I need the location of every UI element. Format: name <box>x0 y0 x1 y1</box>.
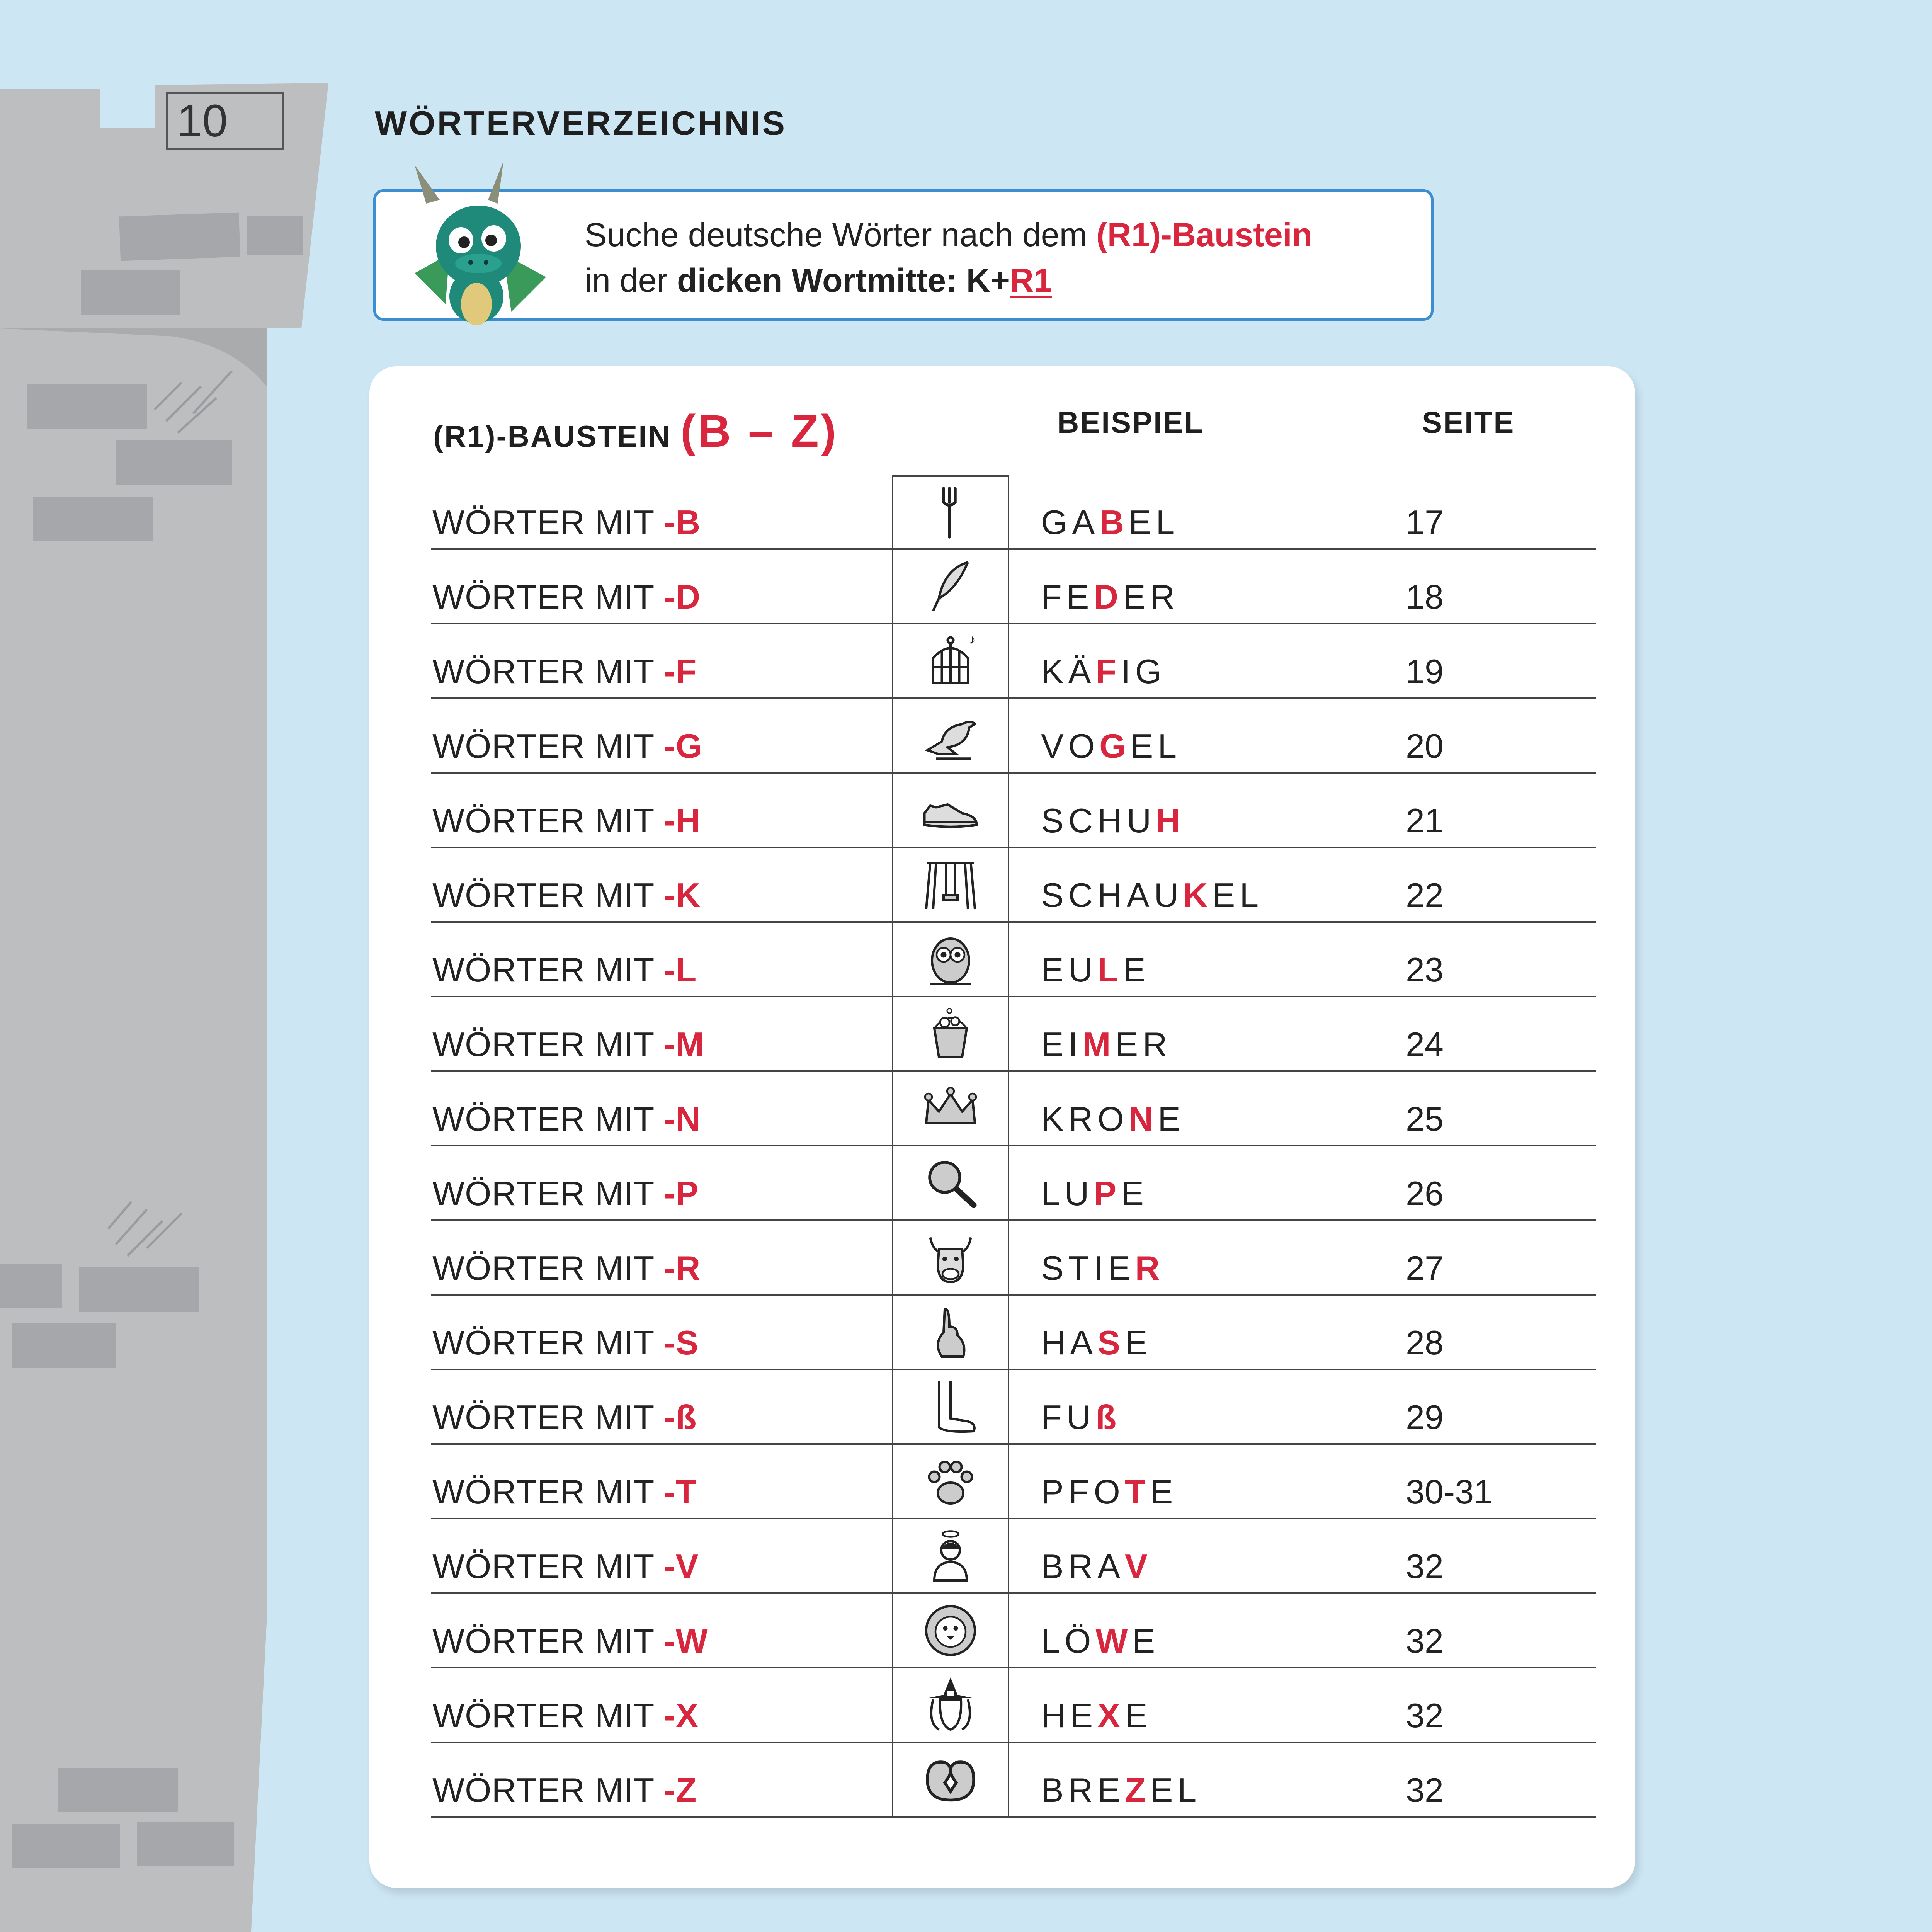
word-index-card <box>369 366 1635 1888</box>
example-word: SCHUH <box>1041 801 1185 840</box>
table-row <box>431 1146 1596 1221</box>
page-reference: 30-31 <box>1406 1473 1493 1511</box>
row-letter: -D <box>664 578 701 616</box>
row-label: WÖRTER MIT -P <box>432 1174 699 1213</box>
table-row <box>431 923 1596 997</box>
crown-icon <box>892 1072 1009 1145</box>
page-reference: 25 <box>1406 1100 1444 1138</box>
instruction-line-2: in der dicken Wortmitte: K+R1 <box>585 262 1052 299</box>
example-word: LÖWE <box>1041 1622 1160 1660</box>
table-row <box>431 624 1596 699</box>
row-letter: -H <box>664 801 701 840</box>
row-label: WÖRTER MIT -X <box>432 1696 699 1735</box>
table-row <box>431 550 1596 624</box>
row-letter: -N <box>664 1100 701 1138</box>
row-label: WÖRTER MIT -G <box>432 727 703 765</box>
page-number: 10 <box>166 92 284 150</box>
example-word: FEDER <box>1041 578 1180 616</box>
page-reference: 32 <box>1406 1547 1444 1585</box>
example-word: EIMER <box>1041 1025 1172 1063</box>
page-reference: 19 <box>1406 652 1444 690</box>
page-reference: 23 <box>1406 951 1444 989</box>
row-letter: -S <box>664 1323 699 1362</box>
row-letter: -F <box>664 652 697 690</box>
row-letter: -M <box>664 1025 704 1063</box>
table-row <box>431 997 1596 1072</box>
row-label: WÖRTER MIT -ß <box>432 1398 697 1436</box>
table-row <box>431 1668 1596 1743</box>
bird-icon <box>892 699 1009 772</box>
table-row <box>431 848 1596 923</box>
birdcage-icon <box>892 624 1009 697</box>
example-word: PFOTE <box>1041 1473 1178 1511</box>
row-letter: -G <box>664 727 703 765</box>
page-reference: 32 <box>1406 1696 1444 1735</box>
page-reference: 29 <box>1406 1398 1444 1436</box>
witch-icon <box>892 1668 1009 1742</box>
bucket-icon <box>892 997 1009 1070</box>
row-label: WÖRTER MIT -F <box>432 652 697 690</box>
column-header-beispiel: BEISPIEL <box>1057 405 1204 439</box>
table-row <box>431 774 1596 848</box>
row-letter: -B <box>664 503 701 541</box>
page-reference: 17 <box>1406 503 1444 541</box>
table-row <box>431 1221 1596 1296</box>
example-word: KRONE <box>1041 1100 1185 1138</box>
page-reference: 28 <box>1406 1323 1444 1362</box>
page-reference: 32 <box>1406 1622 1444 1660</box>
page-reference: 27 <box>1406 1249 1444 1287</box>
swing-icon <box>892 848 1009 921</box>
row-label: WÖRTER MIT -K <box>432 876 701 914</box>
example-word: EULE <box>1041 951 1150 989</box>
row-letter: -X <box>664 1696 699 1735</box>
row-letter: -ß <box>664 1398 697 1436</box>
table-row <box>431 1445 1596 1519</box>
page-reference: 26 <box>1406 1174 1444 1213</box>
lion-icon <box>892 1594 1009 1667</box>
row-letter: -Z <box>664 1771 697 1809</box>
row-label: WÖRTER MIT -R <box>432 1249 701 1287</box>
foot-icon <box>892 1370 1009 1443</box>
row-letter: -T <box>664 1473 697 1511</box>
page-reference: 20 <box>1406 727 1444 765</box>
example-word: VOGEL <box>1041 727 1182 765</box>
table-row <box>431 1743 1596 1818</box>
page-reference: 18 <box>1406 578 1444 616</box>
bull-icon <box>892 1221 1009 1294</box>
example-word: BREZEL <box>1041 1771 1201 1809</box>
svg-text:♪: ♪ <box>969 632 976 646</box>
feather-icon <box>892 550 1009 623</box>
row-letter: -V <box>664 1547 699 1585</box>
example-word: LUPE <box>1041 1174 1148 1213</box>
page-reference: 22 <box>1406 876 1444 914</box>
column-header-seite: SEITE <box>1422 405 1515 439</box>
instruction-line-1: Suche deutsche Wörter nach dem (R1)-Baustein <box>585 216 1313 253</box>
row-letter: -R <box>664 1249 701 1287</box>
row-label: WÖRTER MIT -N <box>432 1100 701 1138</box>
table-row <box>431 1370 1596 1445</box>
row-letter: -L <box>664 951 697 989</box>
row-label: WÖRTER MIT -S <box>432 1323 699 1362</box>
word-index-table <box>431 475 1596 1818</box>
row-label: WÖRTER MIT -B <box>432 503 701 541</box>
fork-icon <box>892 475 1009 548</box>
pretzel-icon <box>892 1743 1009 1816</box>
table-row <box>431 475 1596 550</box>
row-letter: -K <box>664 876 701 914</box>
page-reference: 21 <box>1406 801 1444 840</box>
example-word: HASE <box>1041 1323 1152 1362</box>
column-header-baustein: (R1)-BAUSTEIN (B – Z) <box>433 406 839 457</box>
row-label: WÖRTER MIT -W <box>432 1622 708 1660</box>
page-reference: 32 <box>1406 1771 1444 1809</box>
row-label: WÖRTER MIT -T <box>432 1473 697 1511</box>
owl-icon <box>892 923 1009 996</box>
table-row <box>431 1519 1596 1594</box>
angel-icon <box>892 1519 1009 1592</box>
example-word: KÄFIG <box>1041 652 1167 690</box>
table-row <box>431 1594 1596 1668</box>
example-word: HEXE <box>1041 1696 1152 1735</box>
page-title: WÖRTERVERZEICHNIS <box>375 104 787 142</box>
magnifier-icon <box>892 1146 1009 1219</box>
instruction-box <box>373 189 1434 321</box>
row-letter: -P <box>664 1174 699 1213</box>
example-word: BRAV <box>1041 1547 1152 1585</box>
row-label: WÖRTER MIT -Z <box>432 1771 697 1809</box>
row-label: WÖRTER MIT -V <box>432 1547 699 1585</box>
row-label: WÖRTER MIT -M <box>432 1025 704 1063</box>
example-word: STIER <box>1041 1249 1165 1287</box>
row-label: WÖRTER MIT -H <box>432 801 701 840</box>
rabbit-icon <box>892 1296 1009 1369</box>
example-word: FUß <box>1041 1398 1121 1436</box>
page-reference: 24 <box>1406 1025 1444 1063</box>
shoe-icon <box>892 774 1009 847</box>
table-row <box>431 699 1596 774</box>
row-label: WÖRTER MIT -L <box>432 951 697 989</box>
paw-icon <box>892 1445 1009 1518</box>
table-row <box>431 1296 1596 1370</box>
row-letter: -W <box>664 1622 708 1660</box>
row-label: WÖRTER MIT -D <box>432 578 701 616</box>
example-word: SCHAUKEL <box>1041 876 1264 914</box>
table-row <box>431 1072 1596 1146</box>
example-word: GABEL <box>1041 503 1180 541</box>
dragon-mascot-icon <box>403 157 558 327</box>
